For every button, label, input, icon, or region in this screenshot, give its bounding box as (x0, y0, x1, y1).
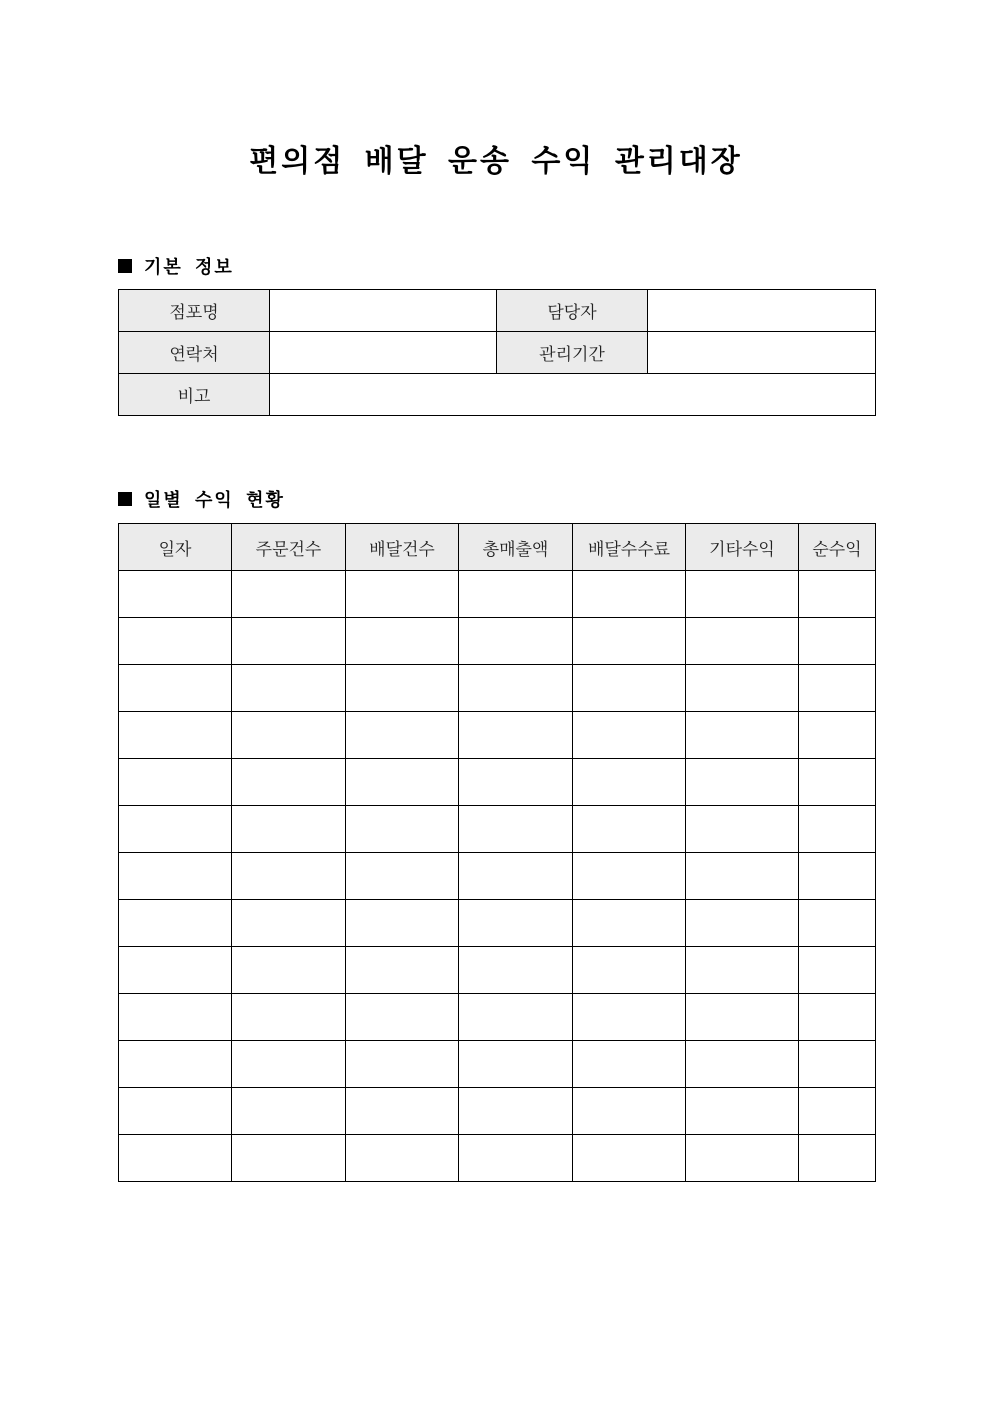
manager-field[interactable] (648, 290, 876, 332)
deliveries-cell[interactable] (346, 853, 459, 900)
orders-cell[interactable] (232, 994, 346, 1041)
table-row (119, 1088, 876, 1135)
column-header-other-income: 기타수익 (686, 524, 799, 571)
delivery-fee-cell[interactable] (573, 759, 686, 806)
date-cell[interactable] (119, 806, 232, 853)
delivery-fee-cell[interactable] (573, 994, 686, 1041)
total-sales-cell[interactable] (459, 759, 573, 806)
table-row (119, 853, 876, 900)
orders-cell[interactable] (232, 900, 346, 947)
date-cell[interactable] (119, 947, 232, 994)
total-sales-cell[interactable] (459, 1135, 573, 1182)
table-row (119, 712, 876, 759)
net-profit-cell[interactable] (799, 1135, 876, 1182)
date-cell[interactable] (119, 1088, 232, 1135)
other-income-cell[interactable] (686, 806, 799, 853)
basic-info-row (119, 332, 876, 374)
total-sales-cell[interactable] (459, 947, 573, 994)
other-income-cell[interactable] (686, 1041, 799, 1088)
table-row (119, 571, 876, 618)
orders-cell[interactable] (232, 712, 346, 759)
orders-cell[interactable] (232, 1135, 346, 1182)
deliveries-cell[interactable] (346, 1088, 459, 1135)
store-name-label: 점포명 (119, 290, 270, 332)
net-profit-cell[interactable] (799, 618, 876, 665)
other-income-cell[interactable] (686, 947, 799, 994)
basic-info-row (119, 290, 876, 332)
table-row (119, 947, 876, 994)
contact-field[interactable] (270, 332, 497, 374)
date-cell[interactable] (119, 1041, 232, 1088)
total-sales-cell[interactable] (459, 665, 573, 712)
document-title: 편의점 배달 운송 수익 관리대장 (249, 144, 743, 179)
other-income-cell[interactable] (686, 665, 799, 712)
other-income-cell[interactable] (686, 712, 799, 759)
total-sales-cell[interactable] (459, 994, 573, 1041)
date-cell[interactable] (119, 665, 232, 712)
other-income-cell[interactable] (686, 900, 799, 947)
net-profit-cell[interactable] (799, 1041, 876, 1088)
total-sales-cell[interactable] (459, 1041, 573, 1088)
orders-cell[interactable] (232, 1041, 346, 1088)
period-label: 관리기간 (497, 332, 648, 374)
date-cell[interactable] (119, 900, 232, 947)
manager-label: 담당자 (497, 290, 648, 332)
remarks-label: 비고 (119, 374, 270, 416)
other-income-cell[interactable] (686, 853, 799, 900)
deliveries-cell[interactable] (346, 759, 459, 806)
date-cell[interactable] (119, 1135, 232, 1182)
orders-cell[interactable] (232, 759, 346, 806)
date-cell[interactable] (119, 759, 232, 806)
daily-profit-header-row (119, 524, 876, 571)
other-income-cell[interactable] (686, 759, 799, 806)
total-sales-cell[interactable] (459, 900, 573, 947)
deliveries-cell[interactable] (346, 900, 459, 947)
delivery-fee-cell[interactable] (573, 947, 686, 994)
net-profit-cell[interactable] (799, 853, 876, 900)
column-header-orders: 주문건수 (232, 524, 346, 571)
net-profit-cell[interactable] (799, 947, 876, 994)
total-sales-cell[interactable] (459, 571, 573, 618)
deliveries-cell[interactable] (346, 571, 459, 618)
deliveries-cell[interactable] (346, 712, 459, 759)
delivery-fee-cell[interactable] (573, 853, 686, 900)
date-cell[interactable] (119, 618, 232, 665)
table-row (119, 759, 876, 806)
orders-cell[interactable] (232, 806, 346, 853)
daily-profit-table (118, 523, 876, 1182)
daily-profit-heading (118, 486, 285, 512)
orders-cell[interactable] (232, 571, 346, 618)
basic-info-heading-label: 기본 정보 (144, 257, 234, 278)
basic-info-table (118, 289, 876, 416)
other-income-cell[interactable] (686, 571, 799, 618)
deliveries-cell[interactable] (346, 994, 459, 1041)
delivery-fee-cell[interactable] (573, 712, 686, 759)
column-header-date: 일자 (119, 524, 232, 571)
date-cell[interactable] (119, 994, 232, 1041)
period-field[interactable] (648, 332, 876, 374)
orders-cell[interactable] (232, 947, 346, 994)
square-bullet-icon (118, 492, 132, 506)
column-header-net-profit: 순수익 (799, 524, 876, 571)
contact-label: 연락처 (119, 332, 270, 374)
delivery-fee-cell[interactable] (573, 1041, 686, 1088)
deliveries-cell[interactable] (346, 665, 459, 712)
net-profit-cell[interactable] (799, 900, 876, 947)
delivery-fee-cell[interactable] (573, 806, 686, 853)
orders-cell[interactable] (232, 618, 346, 665)
delivery-fee-cell[interactable] (573, 571, 686, 618)
deliveries-cell[interactable] (346, 806, 459, 853)
net-profit-cell[interactable] (799, 571, 876, 618)
column-header-deliveries: 배달건수 (346, 524, 459, 571)
other-income-cell[interactable] (686, 618, 799, 665)
orders-cell[interactable] (232, 1088, 346, 1135)
store-name-field[interactable] (270, 290, 497, 332)
total-sales-cell[interactable] (459, 1088, 573, 1135)
table-row (119, 618, 876, 665)
total-sales-cell[interactable] (459, 806, 573, 853)
table-row (119, 1041, 876, 1088)
delivery-fee-cell[interactable] (573, 665, 686, 712)
remarks-field[interactable] (270, 374, 876, 416)
delivery-fee-cell[interactable] (573, 900, 686, 947)
net-profit-cell[interactable] (799, 994, 876, 1041)
total-sales-cell[interactable] (459, 853, 573, 900)
delivery-fee-cell[interactable] (573, 618, 686, 665)
table-row (119, 665, 876, 712)
orders-cell[interactable] (232, 853, 346, 900)
delivery-fee-cell[interactable] (573, 1088, 686, 1135)
date-cell[interactable] (119, 571, 232, 618)
net-profit-cell[interactable] (799, 806, 876, 853)
table-row (119, 900, 876, 947)
other-income-cell[interactable] (686, 1135, 799, 1182)
table-row (119, 806, 876, 853)
deliveries-cell[interactable] (346, 947, 459, 994)
column-header-total-sales: 총매출액 (459, 524, 573, 571)
net-profit-cell[interactable] (799, 665, 876, 712)
total-sales-cell[interactable] (459, 618, 573, 665)
basic-info-row (119, 374, 876, 416)
date-cell[interactable] (119, 712, 232, 759)
daily-profit-heading-label: 일별 수익 현황 (144, 490, 285, 511)
total-sales-cell[interactable] (459, 712, 573, 759)
deliveries-cell[interactable] (346, 1135, 459, 1182)
table-row (119, 1135, 876, 1182)
date-cell[interactable] (119, 853, 232, 900)
deliveries-cell[interactable] (346, 1041, 459, 1088)
table-row (119, 994, 876, 1041)
orders-cell[interactable] (232, 665, 346, 712)
delivery-fee-cell[interactable] (573, 1135, 686, 1182)
net-profit-cell[interactable] (799, 759, 876, 806)
column-header-delivery-fee: 배달수수료 (573, 524, 686, 571)
other-income-cell[interactable] (686, 1088, 799, 1135)
square-bullet-icon (118, 259, 132, 273)
deliveries-cell[interactable] (346, 618, 459, 665)
basic-info-heading (118, 253, 234, 279)
other-income-cell[interactable] (686, 994, 799, 1041)
net-profit-cell[interactable] (799, 712, 876, 759)
net-profit-cell[interactable] (799, 1088, 876, 1135)
